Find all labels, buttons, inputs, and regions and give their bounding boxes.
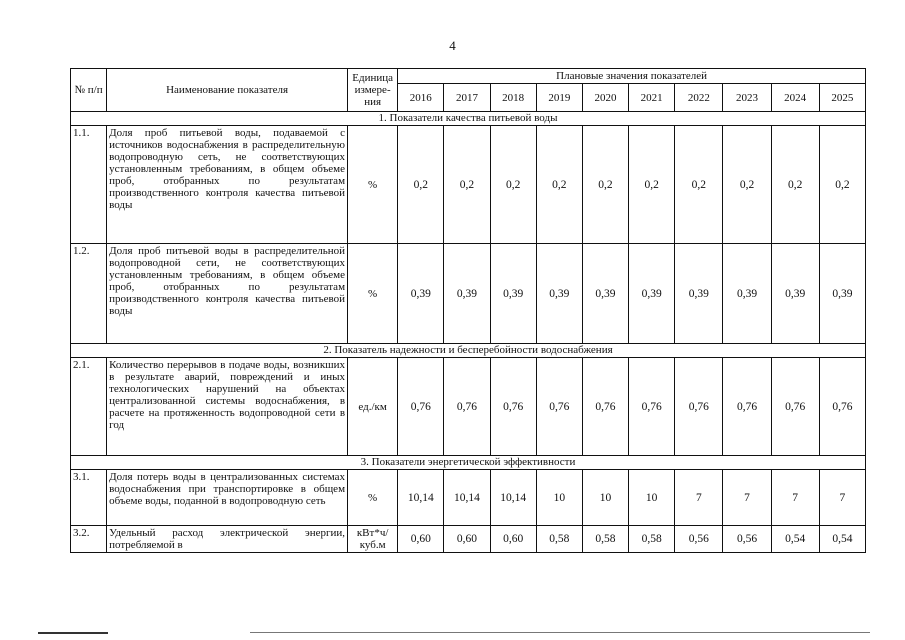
value-cell: 0,2 — [398, 126, 444, 244]
page-number: 4 — [449, 38, 456, 53]
value-cell: 0,2 — [582, 126, 628, 244]
indicators-table — [70, 68, 866, 553]
value-cell: 0,2 — [819, 126, 865, 244]
table-header — [71, 69, 866, 112]
section-title: 2. Показатель надежности и бесперебойности водоснабжения — [71, 344, 866, 358]
value-cell: 0,76 — [675, 358, 723, 456]
header-num: № п/п — [71, 69, 107, 112]
page-edge-line — [250, 632, 870, 633]
value-cell: 7 — [723, 470, 771, 526]
value-cell: 0,60 — [444, 526, 490, 553]
value-cell: 0,2 — [536, 126, 582, 244]
value-cell: 0,39 — [723, 244, 771, 344]
value-cell: 0,39 — [819, 244, 865, 344]
row-number: 3.1. — [71, 470, 107, 526]
value-cell: 0,58 — [582, 526, 628, 553]
value-cell: 0,76 — [582, 358, 628, 456]
value-cell: 0,2 — [629, 126, 675, 244]
table-row — [71, 126, 866, 244]
value-cell: 7 — [771, 470, 819, 526]
value-cell: 0,76 — [629, 358, 675, 456]
unit-cell: ед./км — [348, 358, 398, 456]
value-cell: 0,76 — [536, 358, 582, 456]
header-year: 2023 — [723, 84, 771, 112]
header-year: 2018 — [490, 84, 536, 112]
unit-cell: % — [348, 470, 398, 526]
value-cell: 0,39 — [629, 244, 675, 344]
indicator-name: Удельный расход электрической энергии, потребляемой в — [107, 526, 348, 553]
header-year: 2021 — [629, 84, 675, 112]
value-cell: 0,60 — [398, 526, 444, 553]
indicator-name: Доля проб питьевой воды, подаваемой с источников водоснабжения в распределительную водопроводную сеть, не соответствующих установленным требованиям, в общем объеме проб, отобранных по результатам производственного контроля качества питьевой воды — [107, 126, 348, 244]
value-cell: 0,39 — [444, 244, 490, 344]
unit-cell: кВт*ч/ куб.м — [348, 526, 398, 553]
page-edge-line — [38, 632, 108, 634]
value-cell: 0,39 — [582, 244, 628, 344]
value-cell: 0,39 — [398, 244, 444, 344]
value-cell: 7 — [819, 470, 865, 526]
header-year: 2024 — [771, 84, 819, 112]
value-cell: 10 — [582, 470, 628, 526]
header-name: Наименование показателя — [107, 69, 348, 112]
table-row — [71, 470, 866, 526]
table-body — [71, 112, 866, 553]
value-cell: 0,56 — [723, 526, 771, 553]
value-cell: 0,39 — [536, 244, 582, 344]
value-cell: 0,56 — [675, 526, 723, 553]
indicator-name: Доля потерь воды в централизованных системах водоснабжения при транспортировке в общем объеме воды, поданной в водопроводную сеть — [107, 470, 348, 526]
value-cell: 7 — [675, 470, 723, 526]
value-cell: 0,39 — [771, 244, 819, 344]
row-number: 2.1. — [71, 358, 107, 456]
header-planned: Плановые значения показателей — [398, 69, 866, 84]
value-cell: 0,2 — [444, 126, 490, 244]
value-cell: 10,14 — [398, 470, 444, 526]
unit-cell: % — [348, 126, 398, 244]
row-number: 1.2. — [71, 244, 107, 344]
header-year: 2025 — [819, 84, 865, 112]
value-cell: 0,76 — [771, 358, 819, 456]
header-year: 2020 — [582, 84, 628, 112]
header-year: 2017 — [444, 84, 490, 112]
value-cell: 0,76 — [819, 358, 865, 456]
value-cell: 10,14 — [490, 470, 536, 526]
value-cell: 0,76 — [444, 358, 490, 456]
section-row — [71, 112, 866, 126]
section-row — [71, 344, 866, 358]
table-row — [71, 244, 866, 344]
value-cell: 0,2 — [771, 126, 819, 244]
value-cell: 0,76 — [723, 358, 771, 456]
value-cell: 0,76 — [490, 358, 536, 456]
header-year: 2019 — [536, 84, 582, 112]
header-year: 2022 — [675, 84, 723, 112]
indicator-name: Доля проб питьевой воды в распределительной водопроводной сети, не соответствующих установленным требованиям, в общем объеме проб, отобранных по результатам производственного контроля качества питьевой воды — [107, 244, 348, 344]
section-title: 3. Показатели энергетической эффективности — [71, 456, 866, 470]
value-cell: 10 — [629, 470, 675, 526]
value-cell: 10,14 — [444, 470, 490, 526]
value-cell: 0,39 — [675, 244, 723, 344]
value-cell: 0,54 — [819, 526, 865, 553]
value-cell: 0,54 — [771, 526, 819, 553]
row-number: 3.2. — [71, 526, 107, 553]
value-cell: 0,2 — [675, 126, 723, 244]
value-cell: 0,76 — [398, 358, 444, 456]
unit-cell: % — [348, 244, 398, 344]
value-cell: 0,58 — [536, 526, 582, 553]
table-row — [71, 526, 866, 553]
section-title: 1. Показатели качества питьевой воды — [71, 112, 866, 126]
value-cell: 10 — [536, 470, 582, 526]
indicator-name: Количество перерывов в подаче воды, возникших в результате аварий, повреждений и иных технологических нарушений на объектах централизованной системы водоснабжения, в расчете на протяженность водопроводной сети в год — [107, 358, 348, 456]
row-number: 1.1. — [71, 126, 107, 244]
value-cell: 0,58 — [629, 526, 675, 553]
table-row — [71, 358, 866, 456]
header-unit: Единица измере- ния — [348, 69, 398, 112]
value-cell: 0,39 — [490, 244, 536, 344]
header-year: 2016 — [398, 84, 444, 112]
value-cell: 0,2 — [490, 126, 536, 244]
value-cell: 0,2 — [723, 126, 771, 244]
value-cell: 0,60 — [490, 526, 536, 553]
section-row — [71, 456, 866, 470]
